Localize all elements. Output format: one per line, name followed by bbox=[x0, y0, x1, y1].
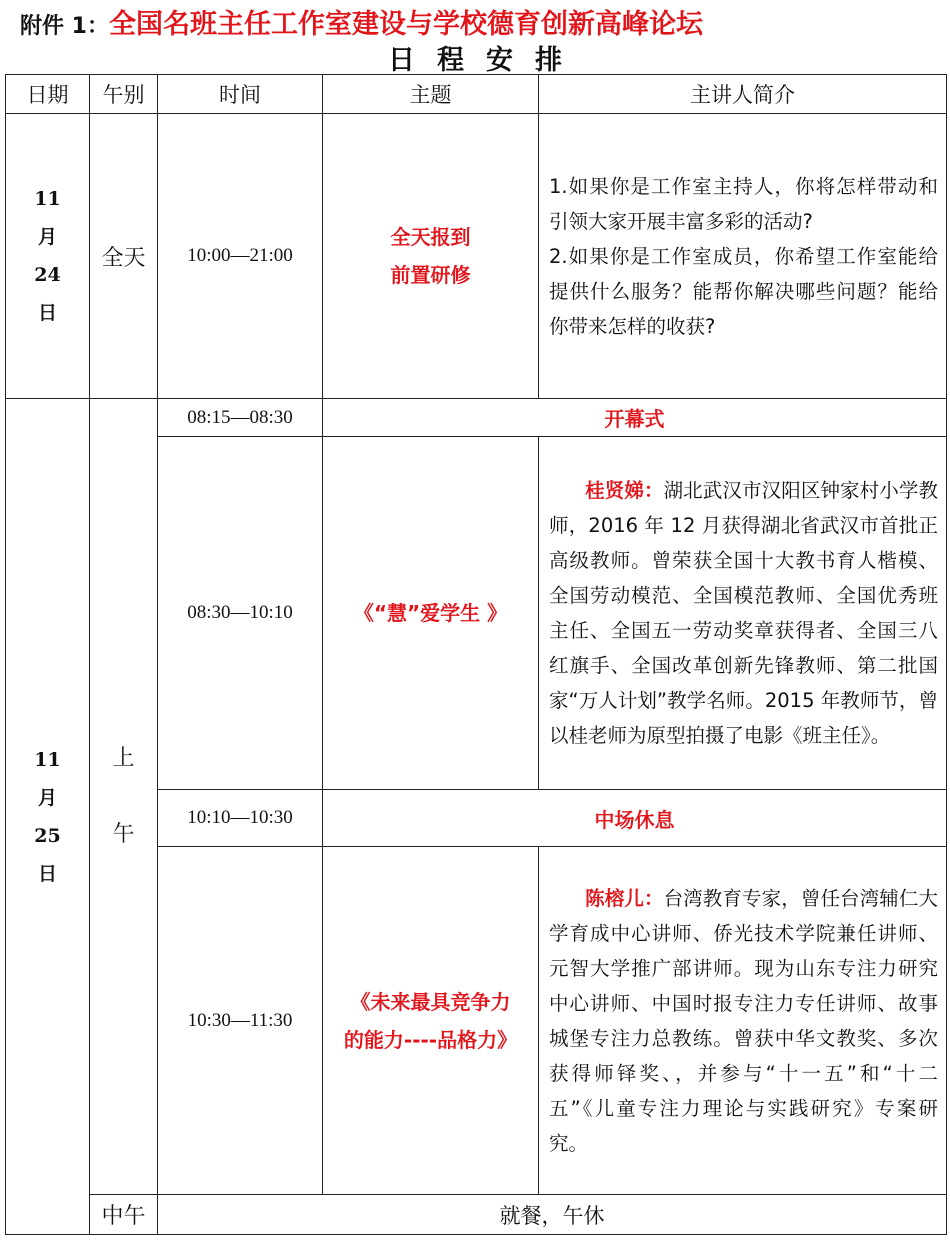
title-line bbox=[20, 2, 703, 38]
period-cell-morning: 上 午 bbox=[90, 399, 158, 1195]
time-cell: 08:30—10:10 bbox=[158, 437, 323, 790]
col-header-period: 午别 bbox=[90, 75, 158, 114]
speaker-bio: 台湾教育专家，曾任台湾辅仁大学育成中心讲师、侨光技术学院兼任讲师、元智大学推广部讲师。现为山东专注力研究中心讲师、中国时报专注力专任讲师、故事城堡专注力总教练。曾获中华文教奖、多次获得师铎奖、，并参与“十一五”和“十二五”《儿童专注力理论与实践研究》专案研究。 bbox=[549, 886, 938, 1155]
time-cell: 10:10—10:30 bbox=[158, 790, 323, 847]
break-cell: 中场休息 bbox=[323, 790, 947, 847]
date-cell-day2: 11 月 25 日 bbox=[6, 399, 90, 1235]
date-cell-day1: 11 月 24 日 bbox=[6, 114, 90, 399]
speaker-name: 桂贤娣： bbox=[585, 479, 664, 502]
topic-cell: 全天报到 前置研修 bbox=[323, 114, 539, 399]
topic-cell: 《“慧”爱学生 》 bbox=[323, 437, 539, 790]
table-header-row bbox=[6, 75, 947, 114]
lunch-cell: 就餐，午休 bbox=[158, 1195, 947, 1235]
table-row bbox=[6, 114, 947, 399]
time-cell: 10:00—21:00 bbox=[158, 114, 323, 399]
time-cell: 08:15—08:30 bbox=[158, 399, 323, 437]
intro-cell bbox=[539, 114, 947, 399]
col-header-speaker: 主讲人简介 bbox=[539, 75, 947, 114]
intro-question-1: 1.如果你是工作室主持人，你将怎样带动和引领大家开展丰富多彩的活动? bbox=[549, 174, 938, 233]
opening-ceremony-cell: 开幕式 bbox=[323, 399, 947, 437]
speaker-intro-cell bbox=[539, 847, 947, 1195]
schedule-table bbox=[5, 74, 947, 1235]
topic-cell: 《未来最具竞争力 的能力----品格力》 bbox=[323, 847, 539, 1195]
document-header bbox=[0, 0, 950, 74]
col-header-topic: 主题 bbox=[323, 75, 539, 114]
forum-title: 全国名班主任工作室建设与学校德育创新高峰论坛 bbox=[108, 9, 703, 40]
period-cell-noon: 中午 bbox=[90, 1195, 158, 1235]
speaker-name: 陈榕儿： bbox=[585, 886, 664, 910]
speaker-intro-cell bbox=[539, 437, 947, 790]
intro-question-2: 2.如果你是工作室成员，你希望工作室能给提供什么服务？能帮你解决哪些问题？能给你带来怎样的收获? bbox=[549, 244, 938, 338]
col-header-time: 时间 bbox=[158, 75, 323, 114]
period-cell: 全天 bbox=[90, 114, 158, 399]
table-row bbox=[6, 1195, 947, 1235]
schedule-subtitle: 日程安排 bbox=[388, 45, 584, 76]
attachment-label: 附件 1： bbox=[20, 14, 109, 39]
table-row bbox=[6, 399, 947, 437]
col-header-date: 日期 bbox=[6, 75, 90, 114]
time-cell: 10:30—11:30 bbox=[158, 847, 323, 1195]
speaker-bio: 湖北武汉市汉阳区钟家村小学教师，2016 年 12 月获得湖北省武汉市首批正高级教师。曾荣获全国十大教书育人楷模、全国劳动模范、全国模范教师、全国优秀班主任、全国五一劳动奖章获得者、全国三八红旗手、全国改革创新先锋教师、第二批国家“万人计划”教学名师。2015 年教师节，曾以桂老师为原型拍摄了电影《班主任》。 bbox=[549, 479, 938, 747]
